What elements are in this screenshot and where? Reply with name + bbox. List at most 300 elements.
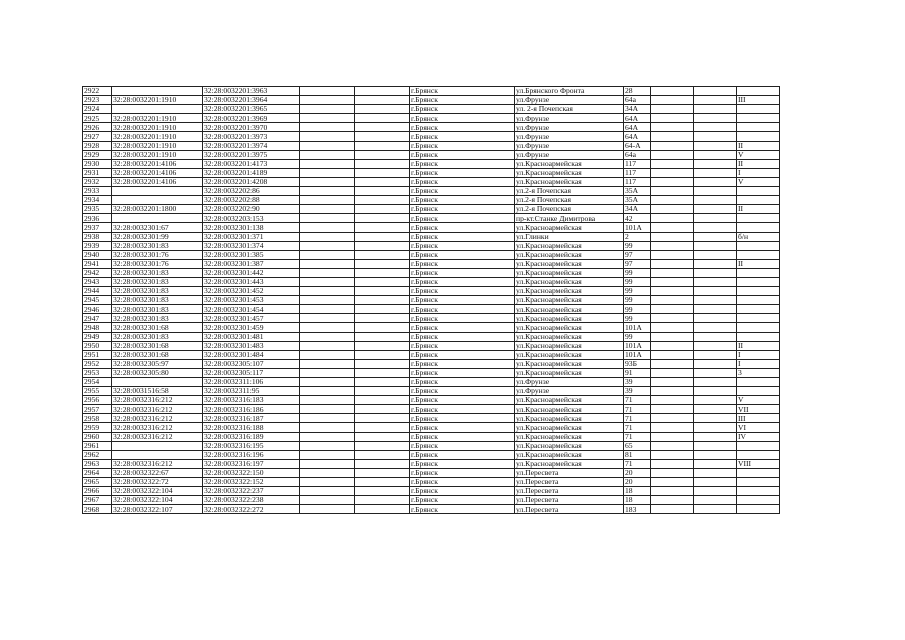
cell-house-number: 71 xyxy=(624,405,651,414)
cell-cadastral-number: 32:28:0032203:153 xyxy=(203,214,300,223)
cell-blank-col-1 xyxy=(300,505,355,514)
cell-blank-col-2 xyxy=(355,396,410,405)
cell-house-number: 20 xyxy=(624,468,651,477)
cell-blank-col-2 xyxy=(355,487,410,496)
cell-blank-col-2 xyxy=(355,296,410,305)
cell-cadastral-number: 32:28:0032316:187 xyxy=(203,414,300,423)
cell-street: ул.Красноармейская xyxy=(515,259,624,268)
cell-premises-number: 3 xyxy=(737,368,780,377)
cell-blank-col-3 xyxy=(651,214,694,223)
cell-row-number: 2935 xyxy=(83,205,112,214)
cell-street: ул.Пересвета xyxy=(515,487,624,496)
cell-street: ул.Брянского Фронта xyxy=(515,87,624,96)
cell-house-number: 64а xyxy=(624,96,651,105)
cell-street: ул.Красноармейская xyxy=(515,459,624,468)
cell-cadastral-number: 32:28:0032301:385 xyxy=(203,250,300,259)
cell-cadastral-number: 32:28:0032322:152 xyxy=(203,478,300,487)
cell-blank-col-2 xyxy=(355,96,410,105)
cell-blank-col-4 xyxy=(694,87,737,96)
cell-blank-col-3 xyxy=(651,487,694,496)
cell-row-number: 2958 xyxy=(83,414,112,423)
cell-blank-col-1 xyxy=(300,214,355,223)
cell-blank-col-1 xyxy=(300,87,355,96)
cell-street: ул. 2-я Почепская xyxy=(515,105,624,114)
cell-street: ул.Пересвета xyxy=(515,496,624,505)
cell-cadastral-number: 32:28:0032301:387 xyxy=(203,259,300,268)
cell-street: ул.Фрунзе xyxy=(515,378,624,387)
cell-blank-col-4 xyxy=(694,141,737,150)
cell-city: г.Брянск xyxy=(410,105,515,114)
cell-row-number: 2964 xyxy=(83,468,112,477)
cell-parent-cadastral-number: 32:28:0032301:76 xyxy=(112,259,203,268)
cell-premises-number xyxy=(737,323,780,332)
cell-premises-number: V xyxy=(737,177,780,186)
cell-row-number: 2953 xyxy=(83,368,112,377)
cell-city: г.Брянск xyxy=(410,132,515,141)
cell-city: г.Брянск xyxy=(410,487,515,496)
cell-row-number: 2963 xyxy=(83,459,112,468)
cell-cadastral-number: 32:28:0032201:3970 xyxy=(203,123,300,132)
cell-blank-col-1 xyxy=(300,423,355,432)
cell-cadastral-number: 32:28:0032322:238 xyxy=(203,496,300,505)
cell-premises-number xyxy=(737,305,780,314)
cell-premises-number xyxy=(737,478,780,487)
cell-parent-cadastral-number xyxy=(112,87,203,96)
cell-blank-col-2 xyxy=(355,168,410,177)
cell-premises-number xyxy=(737,187,780,196)
cell-parent-cadastral-number: 32:28:0032301:68 xyxy=(112,350,203,359)
cell-street: ул.Красноармейская xyxy=(515,268,624,277)
cell-blank-col-4 xyxy=(694,341,737,350)
cell-cadastral-number: 32:28:0032202:86 xyxy=(203,187,300,196)
cell-blank-col-1 xyxy=(300,96,355,105)
cell-parent-cadastral-number: 32:28:0032201:1910 xyxy=(112,96,203,105)
cell-premises-number: б/н xyxy=(737,232,780,241)
cell-house-number: 91 xyxy=(624,368,651,377)
cell-city: г.Брянск xyxy=(410,505,515,514)
cell-blank-col-3 xyxy=(651,277,694,286)
cell-parent-cadastral-number: 32:28:0032201:4106 xyxy=(112,177,203,186)
cell-house-number: 64А xyxy=(624,123,651,132)
cell-blank-col-4 xyxy=(694,187,737,196)
cell-blank-col-4 xyxy=(694,332,737,341)
table-row xyxy=(83,250,780,259)
cell-blank-col-3 xyxy=(651,305,694,314)
cell-house-number: 101А xyxy=(624,323,651,332)
cell-house-number: 20 xyxy=(624,478,651,487)
table-row xyxy=(83,205,780,214)
cell-premises-number xyxy=(737,268,780,277)
cell-blank-col-3 xyxy=(651,423,694,432)
cell-row-number: 2960 xyxy=(83,432,112,441)
cell-cadastral-number: 32:28:0032301:483 xyxy=(203,341,300,350)
cell-premises-number xyxy=(737,132,780,141)
cell-blank-col-3 xyxy=(651,87,694,96)
cell-blank-col-2 xyxy=(355,268,410,277)
cell-street: ул.Красноармейская xyxy=(515,223,624,232)
cell-blank-col-4 xyxy=(694,378,737,387)
cell-blank-col-2 xyxy=(355,205,410,214)
cell-parent-cadastral-number xyxy=(112,187,203,196)
cell-house-number: 97 xyxy=(624,250,651,259)
cell-blank-col-3 xyxy=(651,105,694,114)
cell-parent-cadastral-number: 32:28:0032316:212 xyxy=(112,423,203,432)
cell-cadastral-number: 32:28:0032305:107 xyxy=(203,359,300,368)
cell-blank-col-1 xyxy=(300,432,355,441)
cell-parent-cadastral-number: 32:28:0032201:4106 xyxy=(112,159,203,168)
cell-blank-col-2 xyxy=(355,359,410,368)
cell-house-number: 71 xyxy=(624,432,651,441)
cell-blank-col-3 xyxy=(651,496,694,505)
cell-city: г.Брянск xyxy=(410,341,515,350)
cell-blank-col-2 xyxy=(355,478,410,487)
cell-street: ул.Красноармейская xyxy=(515,323,624,332)
cell-blank-col-2 xyxy=(355,423,410,432)
cell-city: г.Брянск xyxy=(410,196,515,205)
cell-city: г.Брянск xyxy=(410,396,515,405)
cell-parent-cadastral-number: 32:28:0032322:104 xyxy=(112,496,203,505)
cell-house-number: 34А xyxy=(624,205,651,214)
cell-blank-col-1 xyxy=(300,268,355,277)
cell-row-number: 2967 xyxy=(83,496,112,505)
cell-premises-number xyxy=(737,296,780,305)
cell-parent-cadastral-number: 32:28:0032301:67 xyxy=(112,223,203,232)
cell-parent-cadastral-number: 32:28:0032201:1910 xyxy=(112,114,203,123)
cell-house-number: 64-А xyxy=(624,141,651,150)
cell-blank-col-3 xyxy=(651,177,694,186)
cell-row-number: 2961 xyxy=(83,441,112,450)
cell-street: ул.Фрунзе xyxy=(515,96,624,105)
cell-row-number: 2946 xyxy=(83,305,112,314)
cell-parent-cadastral-number: 32:28:0032322:107 xyxy=(112,505,203,514)
cell-blank-col-1 xyxy=(300,441,355,450)
cell-parent-cadastral-number: 32:28:0032322:67 xyxy=(112,468,203,477)
cell-blank-col-2 xyxy=(355,250,410,259)
cell-street: ул.Красноармейская xyxy=(515,450,624,459)
cell-house-number: 64а xyxy=(624,150,651,159)
cell-blank-col-2 xyxy=(355,123,410,132)
table-row xyxy=(83,441,780,450)
cell-blank-col-3 xyxy=(651,168,694,177)
table-row xyxy=(83,168,780,177)
table-row xyxy=(83,296,780,305)
table-row xyxy=(83,114,780,123)
cell-blank-col-4 xyxy=(694,468,737,477)
cell-blank-col-4 xyxy=(694,232,737,241)
cell-blank-col-1 xyxy=(300,177,355,186)
cell-cadastral-number: 32:28:0032201:4189 xyxy=(203,168,300,177)
cell-blank-col-4 xyxy=(694,250,737,259)
table-row xyxy=(83,241,780,250)
cell-blank-col-1 xyxy=(300,487,355,496)
cell-blank-col-4 xyxy=(694,296,737,305)
cell-blank-col-3 xyxy=(651,250,694,259)
cell-blank-col-2 xyxy=(355,505,410,514)
cell-blank-col-4 xyxy=(694,496,737,505)
cell-blank-col-4 xyxy=(694,478,737,487)
table-row xyxy=(83,314,780,323)
cell-house-number: 39 xyxy=(624,378,651,387)
cell-house-number: 93Б xyxy=(624,359,651,368)
cell-premises-number: V xyxy=(737,150,780,159)
table-row xyxy=(83,468,780,477)
cell-house-number: 18 xyxy=(624,496,651,505)
cell-blank-col-4 xyxy=(694,114,737,123)
cell-row-number: 2927 xyxy=(83,132,112,141)
cell-city: г.Брянск xyxy=(410,277,515,286)
cell-street: ул.Фрунзе xyxy=(515,132,624,141)
cell-parent-cadastral-number: 32:28:0032301:83 xyxy=(112,277,203,286)
cell-blank-col-1 xyxy=(300,159,355,168)
cell-blank-col-3 xyxy=(651,323,694,332)
cell-parent-cadastral-number xyxy=(112,441,203,450)
cell-house-number: 71 xyxy=(624,459,651,468)
cell-city: г.Брянск xyxy=(410,177,515,186)
cell-parent-cadastral-number xyxy=(112,196,203,205)
cell-premises-number xyxy=(737,241,780,250)
cell-blank-col-2 xyxy=(355,305,410,314)
cell-street: ул.Фрунзе xyxy=(515,114,624,123)
cell-city: г.Брянск xyxy=(410,96,515,105)
cell-parent-cadastral-number: 32:28:0032301:83 xyxy=(112,241,203,250)
cell-parent-cadastral-number: 32:28:0032316:212 xyxy=(112,414,203,423)
cell-blank-col-3 xyxy=(651,187,694,196)
cell-cadastral-number: 32:28:0032202:90 xyxy=(203,205,300,214)
cell-blank-col-2 xyxy=(355,241,410,250)
cell-blank-col-4 xyxy=(694,305,737,314)
cell-blank-col-1 xyxy=(300,168,355,177)
cell-row-number: 2929 xyxy=(83,150,112,159)
table-row xyxy=(83,423,780,432)
table-row xyxy=(83,405,780,414)
cell-house-number: 39 xyxy=(624,387,651,396)
cell-cadastral-number: 32:28:0032301:457 xyxy=(203,314,300,323)
cell-house-number: 183 xyxy=(624,505,651,514)
cell-blank-col-3 xyxy=(651,341,694,350)
cell-blank-col-1 xyxy=(300,396,355,405)
cell-blank-col-3 xyxy=(651,359,694,368)
cell-house-number: 64А xyxy=(624,132,651,141)
cell-cadastral-number: 32:28:0032201:3963 xyxy=(203,87,300,96)
cell-blank-col-1 xyxy=(300,341,355,350)
cell-house-number: 99 xyxy=(624,268,651,277)
cell-blank-col-3 xyxy=(651,196,694,205)
cell-city: г.Брянск xyxy=(410,432,515,441)
cell-city: г.Брянск xyxy=(410,314,515,323)
cell-city: г.Брянск xyxy=(410,205,515,214)
table-row xyxy=(83,105,780,114)
cell-blank-col-3 xyxy=(651,223,694,232)
cell-city: г.Брянск xyxy=(410,232,515,241)
cell-street: ул.Красноармейская xyxy=(515,250,624,259)
cell-street: ул.Фрунзе xyxy=(515,387,624,396)
cell-blank-col-3 xyxy=(651,332,694,341)
cell-blank-col-3 xyxy=(651,241,694,250)
cell-street: ул.Красноармейская xyxy=(515,287,624,296)
cell-blank-col-1 xyxy=(300,150,355,159)
cell-house-number: 64А xyxy=(624,114,651,123)
table-row xyxy=(83,368,780,377)
cell-blank-col-3 xyxy=(651,468,694,477)
cell-blank-col-1 xyxy=(300,350,355,359)
cell-street: ул.Фрунзе xyxy=(515,150,624,159)
cell-parent-cadastral-number: 32:28:0032316:212 xyxy=(112,396,203,405)
cell-blank-col-3 xyxy=(651,387,694,396)
table-row xyxy=(83,87,780,96)
cell-cadastral-number: 32:28:0032301:374 xyxy=(203,241,300,250)
table-row xyxy=(83,96,780,105)
cell-premises-number: II xyxy=(737,205,780,214)
cell-blank-col-2 xyxy=(355,277,410,286)
cell-blank-col-2 xyxy=(355,150,410,159)
cell-premises-number: I xyxy=(737,359,780,368)
cell-row-number: 2940 xyxy=(83,250,112,259)
cell-row-number: 2938 xyxy=(83,232,112,241)
cell-premises-number xyxy=(737,277,780,286)
cell-premises-number: II xyxy=(737,259,780,268)
cell-blank-col-2 xyxy=(355,159,410,168)
table-row xyxy=(83,332,780,341)
cell-house-number: 71 xyxy=(624,396,651,405)
cell-city: г.Брянск xyxy=(410,87,515,96)
cell-row-number: 2952 xyxy=(83,359,112,368)
cell-street: ул.Пересвета xyxy=(515,505,624,514)
cell-blank-col-3 xyxy=(651,114,694,123)
cell-blank-col-4 xyxy=(694,350,737,359)
cell-blank-col-1 xyxy=(300,305,355,314)
cell-house-number: 101А xyxy=(624,350,651,359)
cell-blank-col-3 xyxy=(651,378,694,387)
cell-parent-cadastral-number xyxy=(112,378,203,387)
cell-blank-col-3 xyxy=(651,259,694,268)
cell-premises-number: VII xyxy=(737,405,780,414)
cell-street: ул.Красноармейская xyxy=(515,441,624,450)
cell-blank-col-4 xyxy=(694,150,737,159)
cell-premises-number xyxy=(737,450,780,459)
cell-blank-col-4 xyxy=(694,368,737,377)
cell-row-number: 2966 xyxy=(83,487,112,496)
cell-cadastral-number: 32:28:0032311:106 xyxy=(203,378,300,387)
cell-blank-col-2 xyxy=(355,405,410,414)
cell-blank-col-1 xyxy=(300,141,355,150)
cell-blank-col-4 xyxy=(694,132,737,141)
cell-blank-col-2 xyxy=(355,368,410,377)
cell-premises-number xyxy=(737,314,780,323)
cell-premises-number: I xyxy=(737,350,780,359)
cell-house-number: 99 xyxy=(624,332,651,341)
cell-row-number: 2941 xyxy=(83,259,112,268)
cell-row-number: 2930 xyxy=(83,159,112,168)
cell-row-number: 2962 xyxy=(83,450,112,459)
cell-blank-col-3 xyxy=(651,150,694,159)
cell-house-number: 99 xyxy=(624,287,651,296)
cell-blank-col-1 xyxy=(300,378,355,387)
cell-street: ул.Пересвета xyxy=(515,468,624,477)
cell-house-number: 101А xyxy=(624,223,651,232)
cell-blank-col-1 xyxy=(300,187,355,196)
table-row xyxy=(83,450,780,459)
cell-city: г.Брянск xyxy=(410,441,515,450)
cell-row-number: 2948 xyxy=(83,323,112,332)
cell-city: г.Брянск xyxy=(410,323,515,332)
cell-cadastral-number: 32:28:0032301:481 xyxy=(203,332,300,341)
cell-blank-col-4 xyxy=(694,314,737,323)
cell-house-number: 97 xyxy=(624,259,651,268)
cell-blank-col-3 xyxy=(651,396,694,405)
cell-city: г.Брянск xyxy=(410,459,515,468)
cell-blank-col-4 xyxy=(694,196,737,205)
table-row xyxy=(83,323,780,332)
cell-premises-number: III xyxy=(737,414,780,423)
cell-cadastral-number: 32:28:0032201:3975 xyxy=(203,150,300,159)
cell-blank-col-4 xyxy=(694,168,737,177)
cell-cadastral-number: 32:28:0032301:443 xyxy=(203,277,300,286)
cell-city: г.Брянск xyxy=(410,496,515,505)
cell-blank-col-1 xyxy=(300,468,355,477)
table-row xyxy=(83,305,780,314)
cell-cadastral-number: 32:28:0032301:484 xyxy=(203,350,300,359)
cell-parent-cadastral-number: 32:28:0032305:80 xyxy=(112,368,203,377)
cell-row-number: 2965 xyxy=(83,478,112,487)
cell-house-number: 99 xyxy=(624,277,651,286)
cell-row-number: 2944 xyxy=(83,287,112,296)
cell-cadastral-number: 32:28:0032201:3974 xyxy=(203,141,300,150)
cell-blank-col-3 xyxy=(651,350,694,359)
cell-city: г.Брянск xyxy=(410,368,515,377)
cell-city: г.Брянск xyxy=(410,359,515,368)
cell-blank-col-4 xyxy=(694,414,737,423)
cell-premises-number xyxy=(737,468,780,477)
table-row xyxy=(83,478,780,487)
cell-house-number: 117 xyxy=(624,168,651,177)
cell-blank-col-3 xyxy=(651,405,694,414)
cell-blank-col-2 xyxy=(355,287,410,296)
table-body xyxy=(83,87,780,514)
cell-parent-cadastral-number: 32:28:0032201:1910 xyxy=(112,123,203,132)
cell-cadastral-number: 32:28:0032201:3965 xyxy=(203,105,300,114)
cell-city: г.Брянск xyxy=(410,150,515,159)
cell-row-number: 2928 xyxy=(83,141,112,150)
cell-premises-number xyxy=(737,223,780,232)
cell-blank-col-2 xyxy=(355,332,410,341)
cell-blank-col-4 xyxy=(694,277,737,286)
cell-street: ул.Красноармейская xyxy=(515,332,624,341)
cell-blank-col-1 xyxy=(300,368,355,377)
cell-blank-col-3 xyxy=(651,287,694,296)
cell-blank-col-2 xyxy=(355,214,410,223)
cell-blank-col-4 xyxy=(694,487,737,496)
cell-blank-col-1 xyxy=(300,478,355,487)
cell-row-number: 2931 xyxy=(83,168,112,177)
cell-street: ул.Красноармейская xyxy=(515,277,624,286)
cell-premises-number: V xyxy=(737,396,780,405)
cell-blank-col-2 xyxy=(355,177,410,186)
cell-blank-col-1 xyxy=(300,250,355,259)
cell-row-number: 2951 xyxy=(83,350,112,359)
cell-street: ул.Красноармейская xyxy=(515,432,624,441)
cell-row-number: 2954 xyxy=(83,378,112,387)
cell-cadastral-number: 32:28:0032316:197 xyxy=(203,459,300,468)
cell-city: г.Брянск xyxy=(410,296,515,305)
cell-premises-number: II xyxy=(737,141,780,150)
cell-blank-col-2 xyxy=(355,341,410,350)
cell-blank-col-2 xyxy=(355,87,410,96)
cell-city: г.Брянск xyxy=(410,287,515,296)
cell-cadastral-number: 32:28:0032301:442 xyxy=(203,268,300,277)
cell-city: г.Брянск xyxy=(410,450,515,459)
cell-blank-col-1 xyxy=(300,223,355,232)
cell-house-number: 65 xyxy=(624,441,651,450)
